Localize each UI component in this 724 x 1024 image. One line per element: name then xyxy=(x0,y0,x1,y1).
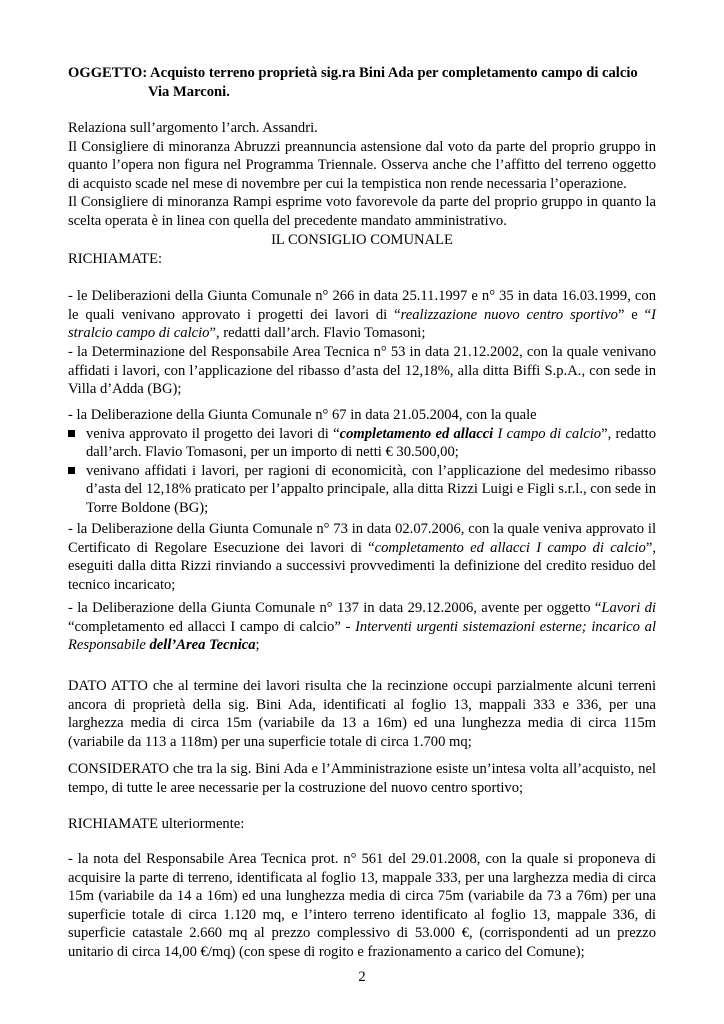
item5-text-d: - Interventi urgenti sistemazioni esterne; incarico al Responsabile xyxy=(68,618,656,654)
item-deliberazione-73 xyxy=(68,520,656,594)
item3-b1-text-a: veniva approvato il progetto dei lavori di “ xyxy=(86,425,340,442)
item3-lead: - la Deliberazione della Giunta Comunale n° 67 in data 21.05.2004, con la quale xyxy=(68,407,537,423)
intro-paragraph-3: Il Consigliere di minoranza Rampi esprime voto favorevole da parte del proprio gruppo in quanto la scelta operata è in linea con quella del precedente mandato amministrativo. xyxy=(68,194,656,229)
richiamate-ulteriormente-label: RICHIAMATE ulteriormente: xyxy=(68,816,245,832)
item5-text-e: dell’Area Tecnica xyxy=(149,637,256,654)
bullet-square-icon xyxy=(68,430,75,437)
item1-text-a: - le Deliberazioni della Giunta Comunale n° 266 in data 25.11.1997 e n° 35 in data 16.03.1999, con le quali venivano approvato i progetti dei lavori di “ xyxy=(68,288,656,323)
item1-text-d: I stralcio campo di calcio xyxy=(68,306,657,342)
item1-text-e: ”, redatti dall’arch. Flavio Tomasoni; xyxy=(209,325,426,342)
item4-text-a: - la Deliberazione della Giunta Comunale n° 73 in data 02.07.2006, con la quale veniva approvato il Certificato di Regolare Esecuzione dei lavori di “ xyxy=(68,521,656,556)
page-number: 2 xyxy=(358,969,366,985)
subject-heading xyxy=(68,64,656,101)
item5-text-b: Lavori di xyxy=(601,600,656,616)
item1-text-c: ” e “ xyxy=(617,306,652,323)
item4-text-b: completamento ed allacci I campo di calcio xyxy=(374,539,646,556)
item3-bullet-2 xyxy=(68,462,656,518)
item5-text-f: ; xyxy=(255,637,260,654)
subject-line-1: OGGETTO: Acquisto terreno proprietà sig.ra Bini Ada per completamento campo di calcio xyxy=(68,65,638,81)
item-deliberazione-67 xyxy=(68,406,656,518)
intro-paragraph-1: Relaziona sull’argomento l’arch. Assandri. xyxy=(68,120,318,136)
item5-text-a: - la Deliberazione della Giunta Comunale n° 137 in data 29.12.2006, avente per oggetto “ xyxy=(68,600,602,616)
item-determinazione-53: - la Determinazione del Responsabile Area Tecnica n° 53 in data 21.12.2002, con la quale venivano affidati i lavori, con l’applicazione del ribasso d’asta del 12,18%, alla ditta Biffi S.p.A., con sede in Villa d’Adda (BG); xyxy=(68,344,656,398)
considerato-paragraph: CONSIDERATO che tra la sig. Bini Ada e l’Amministrazione esiste un’intesa volta all’acquisto, nel tempo, di tutte le aree necessarie per la costruzione del nuovo centro sportivo; xyxy=(68,761,656,796)
item5-text-c: “completamento ed allacci I campo di calcio” xyxy=(68,618,341,635)
item3-b1-text-d: ”, redatto dall’arch. Flavio Tomasoni, per un importo di netti € 30.500,00; xyxy=(86,425,657,461)
richiamate-label: RICHIAMATE: xyxy=(68,251,163,267)
item3-bullet-list xyxy=(68,425,656,518)
intro-paragraph-2: Il Consigliere di minoranza Abruzzi preannuncia astensione dal voto da parte del proprio gruppo in quanto l’opera non figura nel Programma Triennale. Osserva anche che l’affitto del terreno oggetto di acquisto scade nel mese di novembre per cui la tempistica non rende necessaria l’operazione. xyxy=(68,138,656,192)
item3-bullet-1 xyxy=(68,425,656,462)
subject-line-2: Via Marconi. xyxy=(148,83,230,100)
item-deliberazione-137 xyxy=(68,599,656,655)
bullet-square-icon xyxy=(68,467,75,474)
intro-section xyxy=(68,119,656,231)
dato-atto-paragraph: DATO ATTO che al termine dei lavori risulta che la recinzione occupi parzialmente alcuni terreni ancora di proprietà della sig. Bini Ada, identificati al foglio 13, mappali 333 e 336, per una larghezza media di circa 15m (variabile da 13 a 16m) ed una lunghezza media di circa 115m (variabile da 113 a 118m) per una superficie totale di circa 1.700 mq; xyxy=(68,678,656,750)
item-deliberazioni-266-35 xyxy=(68,287,656,343)
nota-paragraph: - la nota del Responsabile Area Tecnica prot. n° 561 del 29.01.2008, con la quale si proponeva di acquisire la parte di terreno, identificata al foglio 13, mappale 333, per una larghezza media di circa 15m (variabile da 14 a 16m) ed una lunghezza media di circa 75m (variabile da 73 a 76m) per una superficie totale di circa 1.120 mq, e l’intero terreno identificato al foglio 13, mappale 336, di superficie catastale 2.660 mq al prezzo complessivo di 53.000 €, (corrispondenti ad un prezzo unitario di circa 14,00 €/mq) (con spese di rogito e frazionamento a carico del Comune); xyxy=(68,851,656,960)
item3-b2-text: venivano affidati i lavori, per ragioni di economicità, con l’applicazione del medesimo ribasso d’asta del 12,18% praticato per l’appalto principale, alla ditta Rizzi Luigi e Figli s.r.l., con sede in Torre Boldone (BG); xyxy=(86,462,656,516)
item3-b1-text-c: I campo di calcio xyxy=(493,425,602,442)
council-heading: IL CONSIGLIO COMUNALE xyxy=(271,232,453,248)
item4-text-c: ”, eseguiti dalla ditta Rizzi rinviando a successivi provvedimenti la definizione del credito residuo del tecnico incaricato; xyxy=(68,539,656,593)
item1-text-b: realizzazione nuovo centro sportivo xyxy=(400,306,618,323)
item3-b1-text-b: completamento ed allacci xyxy=(339,425,494,442)
